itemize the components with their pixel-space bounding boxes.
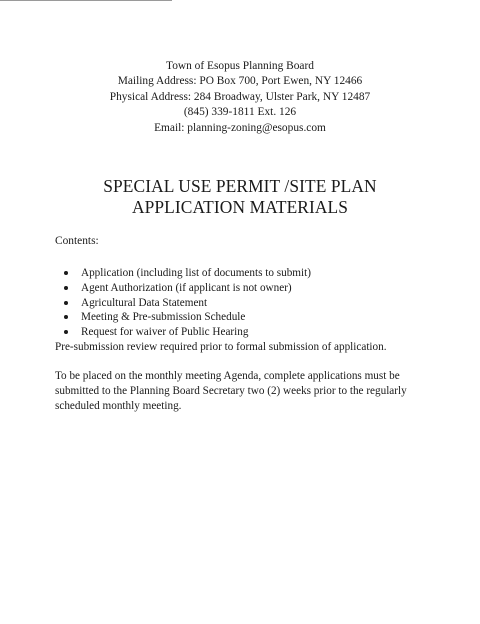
list-item-text: Request for waiver of Public Hearing xyxy=(81,326,249,339)
letterhead xyxy=(40,59,440,136)
document-title-line-1: SPECIAL USE PERMIT /SITE PLAN xyxy=(103,176,377,196)
letterhead-phone: (845) 339-1811 Ext. 126 xyxy=(183,106,297,119)
list-item xyxy=(55,266,311,281)
scan-edge-line xyxy=(0,0,172,1)
letterhead-email: Email: planning-zoning@esopus.com xyxy=(154,121,326,134)
document-title-line-2: APPLICATION MATERIALS xyxy=(131,197,349,217)
list-item-text: Agent Authorization (if applicant is not owner) xyxy=(81,281,292,294)
letterhead-mailing-address: Mailing Address: PO Box 700, Port Ewen, NY 12466 xyxy=(117,75,363,88)
agenda-paragraph xyxy=(55,369,427,413)
contents-label: Contents: xyxy=(55,235,99,247)
list-item xyxy=(55,296,311,311)
agenda-paragraph-line: To be placed on the monthly meeting Agenda, complete applications must be xyxy=(55,370,400,382)
letterhead-organization: Town of Esopus Planning Board xyxy=(166,60,314,72)
bullet-icon xyxy=(64,286,68,290)
bullet-icon xyxy=(64,301,68,305)
list-item-text: Meeting & Pre-submission Schedule xyxy=(81,311,246,324)
document-title xyxy=(40,176,440,218)
agenda-paragraph-line: scheduled monthly meeting. xyxy=(55,399,182,412)
list-item xyxy=(55,325,311,340)
list-item-text: Application (including list of documents to submit) xyxy=(81,267,311,279)
agenda-paragraph-line: submitted to the Planning Board Secretary two (2) weeks prior to the regularly xyxy=(55,384,407,397)
contents-list xyxy=(55,266,311,340)
bullet-icon xyxy=(64,330,68,334)
bullet-icon xyxy=(64,271,68,275)
bullet-icon xyxy=(64,315,68,319)
pre-submission-paragraph: Pre-submission review required prior to formal submission of application. xyxy=(55,341,387,353)
letterhead-physical-address: Physical Address: 284 Broadway, Ulster Park, NY 12487 xyxy=(109,90,371,103)
list-item xyxy=(55,281,311,296)
list-item xyxy=(55,310,311,325)
list-item-text: Agricultural Data Statement xyxy=(81,296,208,309)
